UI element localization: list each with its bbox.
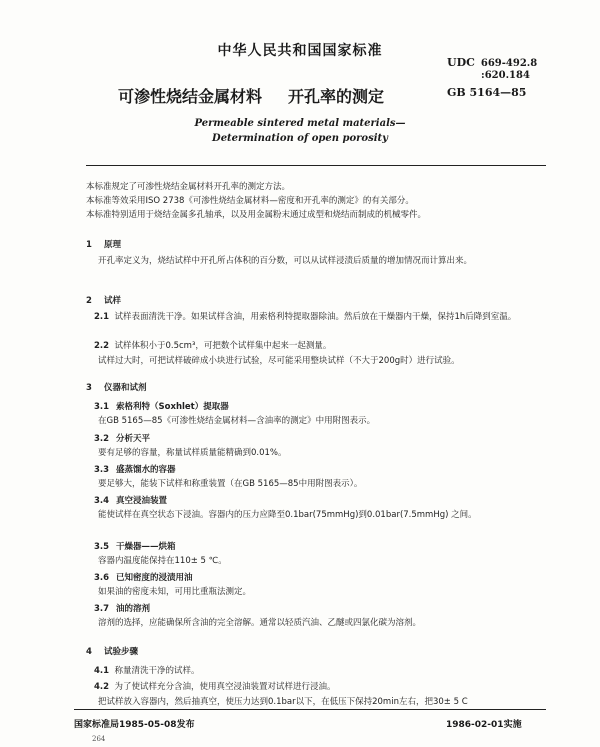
udc-line-2: :620.184 [481,70,530,81]
en-title-line-1: Permeable sintered metal materials— [194,118,406,129]
section-2-2-continued: 试样过大时，可把试样破碎成小块进行试验，尽可能采用整块试样（不大于200g时）进行试验。 [98,356,460,366]
item-3-3-text: 要足够大，能装下试样和称重装置（在GB 5165—85中用附图表示）。 [98,479,363,489]
intro-paragraph-2: 本标准等效采用ISO 2738《可渗性烧结金属材料—密度和开孔率的测定》的有关部分。 [86,196,414,206]
section-4-2-continued: 把试样放入容器内，然后抽真空，使压力达到0.1bar以下，在低压下保持20min左右，把30± 5 C [98,697,468,707]
section-2-heading: 2 试样 [86,296,122,306]
item-3-6-heading: 3.6 已知密度的浸渍用油 [94,573,193,583]
section-4-2: 4.2 为了使试样充分含油，使用真空浸油装置对试样进行浸油。 [94,682,336,692]
udc-code [447,57,537,82]
item-3-4-heading: 3.4 真空浸油装置 [94,496,168,506]
item-3-7-heading: 3.7 油的溶剂 [94,604,151,614]
section-4-1: 4.1 称量清洗干净的试样。 [94,666,200,676]
item-3-3-heading: 3.3 盛蒸馏水的容器 [94,465,176,475]
intro-paragraph-1: 本标准规定了可渗性烧结金属材料开孔率的测定方法。 [86,182,291,192]
item-3-5-heading: 3.5 干燥器——烘箱 [94,542,176,552]
item-3-4-text: 能使试样在真空状态下浸油。容器内的压力应降至0.1bar(75mmHg)到0.01bar(7.5mmHg) 之间。 [98,510,477,520]
item-3-6-text: 如果油的密度未知，可用比重瓶法测定。 [98,587,252,597]
intro-paragraph-3: 本标准特别适用于烧结金属多孔轴承，以及用金属粉末通过成型和烧结而制成的机械零件。 [86,210,427,220]
document-title-en [0,116,600,146]
item-3-5-text: 容器内温度能保持在110± 5 ℃。 [98,556,227,566]
item-3-2-text: 要有足够的容量，称量试样质量能精确到0.01%。 [98,448,287,458]
title-part-2: 开孔率的测定 [288,87,385,106]
udc-label: UDC [447,56,475,69]
effective-date: 1986-02-01实施 [446,720,522,730]
title-part-1: 可渗性烧结金属材料 [118,87,263,106]
en-title-line-2: Determination of open porosity [212,133,388,144]
section-3-heading: 3 仪器和试剂 [86,383,147,393]
section-2-2: 2.2 试样体积小于0.5cm³，可把数个试样集中起来一起测量。 [94,341,332,351]
item-3-7-text: 溶剂的选择，应能确保所含油的完全溶解。通常以轻质汽油、乙醚或四氯化碳为溶剂。 [98,618,422,628]
gb-code: GB 5164—85 [447,86,527,99]
page-number: 264 [92,735,106,743]
standard-title: 中华人民共和国国家标准 [217,43,383,59]
udc-line-1: 669-492.8 [480,58,538,69]
section-1-text: 开孔率定义为，烧结试样中开孔所占体积的百分数，可以从试样浸渍后质量的增加情况而计算出来。 [98,256,473,266]
section-2-1: 2.1 试样表面清洗干净。如果试样含油，用索格利特提取器除油。然后放在干燥器内干燥，保持1h后降到室温。 [94,312,517,322]
header-divider [86,165,546,166]
issue-date: 国家标准局1985-05-08发布 [74,720,195,730]
section-1-heading: 1 原理 [86,240,122,250]
footer-divider [74,709,546,710]
section-4-heading: 4 试验步骤 [86,647,139,657]
item-3-2-heading: 3.2 分析天平 [94,434,151,444]
document-title-cn [118,84,384,107]
item-3-1-text: 在GB 5165—85《可渗性烧结金属材料—含油率的测定》中用附图表示。 [98,416,376,426]
item-3-1-heading: 3.1 索格利特（Soxhlet）提取器 [94,402,229,412]
